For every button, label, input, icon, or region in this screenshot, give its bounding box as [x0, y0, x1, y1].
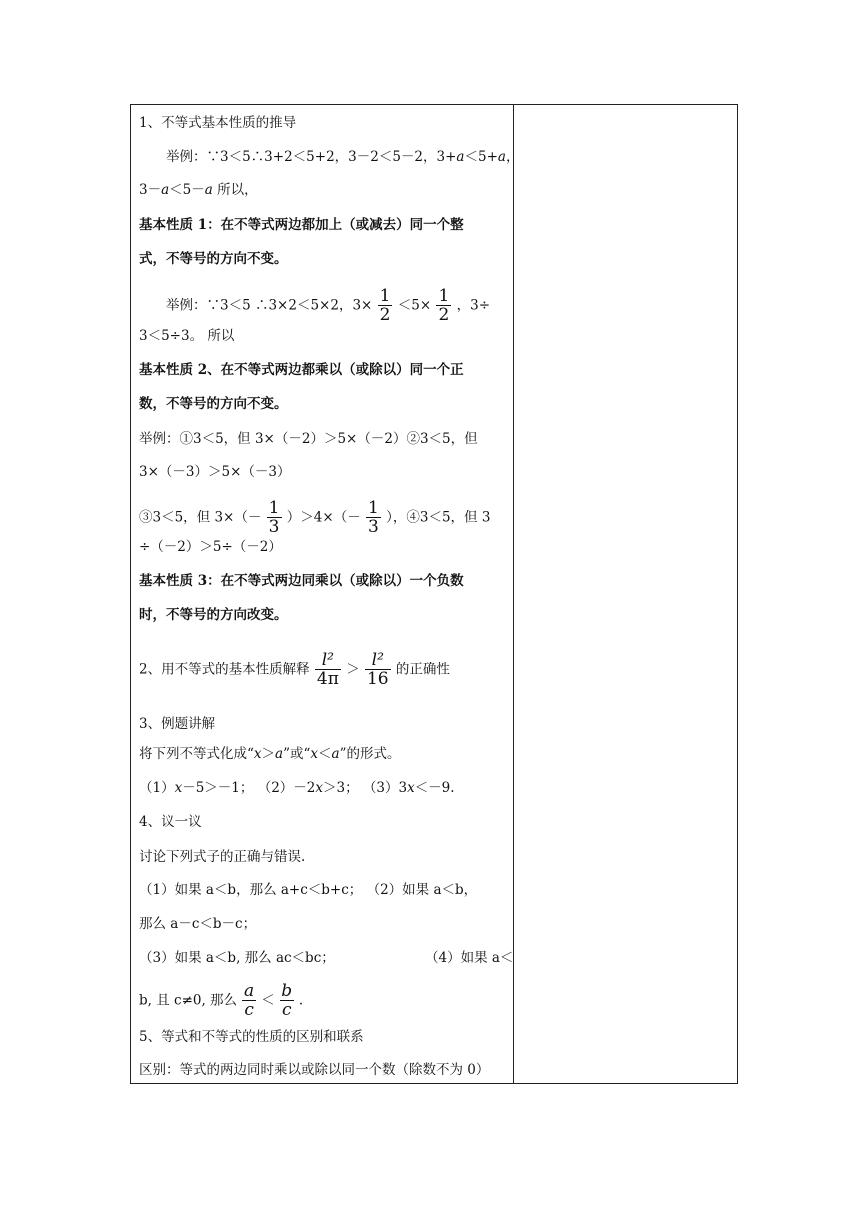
example-line: 3×（－3）＞5×（－3） [139, 464, 291, 480]
fraction-b-over-c: $\frac{b}{c}$ [281, 981, 293, 1020]
discussion-item: （1）如果 a＜b，那么 a+c＜b+c； （2）如果 a＜b， [139, 882, 478, 898]
example-line: 3－a＜5－a 所以， [139, 182, 258, 198]
property-3-line-2: 时，不等号的方向改变。 [139, 607, 288, 623]
property-1-line-2: 式，不等号的方向不变。 [139, 251, 288, 267]
example-line: ÷（－2）＞5÷（－2） [139, 539, 282, 555]
section-2-heading: 2、用不等式的基本性质解释 $\frac{\text{l²}}{4\pi}$ ＞ $\frac{\text{l²}}{16}$ 的正确性 [139, 650, 450, 689]
section-5-heading: 5、等式和不等式的性质的区别和联系 [139, 1029, 364, 1045]
property-2-line-2: 数，不等号的方向不变。 [139, 396, 288, 412]
discussion-item: （3）如果 a＜b, 那么 ac＜bc； [139, 950, 335, 966]
column-divider [513, 105, 514, 1083]
discussion-item: （4）如果 a＜ [425, 950, 514, 966]
fraction-a-over-c: $\frac{a}{c}$ [244, 981, 255, 1020]
fraction-half: $\frac{1}{2}$ [438, 286, 450, 325]
fraction-l2-over-4pi: $\frac{\text{l²}}{4\pi}$ [316, 650, 339, 689]
example-line: 举例：∵3＜5 ∴3×2＜5×2，3× $\frac{1}{2}$ ＜5× $\frac{1}{2}$ ，3÷ [166, 286, 491, 325]
fraction-third: $\frac{1}{3}$ [368, 498, 379, 537]
fraction-third: $\frac{1}{3}$ [268, 498, 280, 537]
property-1-line-1: 基本性质 1：在不等式两边都加上（或减去）同一个整 [139, 217, 464, 233]
section-3-heading: 3、例题讲解 [139, 716, 216, 732]
example-line: 举例：∵3＜5∴3+2＜5+2，3－2＜5－2，3+a＜5+a， [166, 149, 520, 165]
discussion-prompt: 讨论下列式子的正确与错误. [139, 849, 306, 865]
exercise-items: （1）x－5＞－1； （2）－2x＞3； （3）3x＜－9. [139, 780, 455, 796]
fraction-l2-over-16: $\frac{\text{l²}}{16}$ [366, 650, 389, 689]
property-3-line-1: 基本性质 3：在不等式两边同乘以（或除以）一个负数 [139, 573, 464, 589]
section-1-heading: 1、不等式基本性质的推导 [139, 115, 297, 131]
example-line: ③3＜5，但 3×（－ $\frac{1}{3}$ ）＞4×（－ $\frac{1}{3}$ ），④3＜5，但 3 [139, 498, 491, 537]
discussion-item: b, 且 c≠0, 那么 $\frac{a}{c}$ ＜ $\frac{b}{c}$ . [139, 981, 304, 1020]
section-5-text: 区别：等式的两边同时乘以或除以同一个数（除数不为 0） [139, 1062, 490, 1078]
fraction-half: $\frac{1}{2}$ [379, 286, 391, 325]
section-4-heading: 4、议一议 [139, 814, 202, 830]
lesson-table [130, 104, 738, 1084]
discussion-item: 那么 a－c＜b－c； [139, 916, 257, 932]
example-line: 3＜5÷3。 所以 [139, 328, 235, 344]
example-line: 举例：①3＜5，但 3×（－2）＞5×（－2）②3＜5，但 [139, 431, 478, 447]
property-2-line-1: 基本性质 2、在不等式两边都乘以（或除以）同一个正 [139, 362, 464, 378]
exercise-instruction: 将下列不等式化成“x＞a”或“x＜a”的形式。 [139, 746, 401, 762]
